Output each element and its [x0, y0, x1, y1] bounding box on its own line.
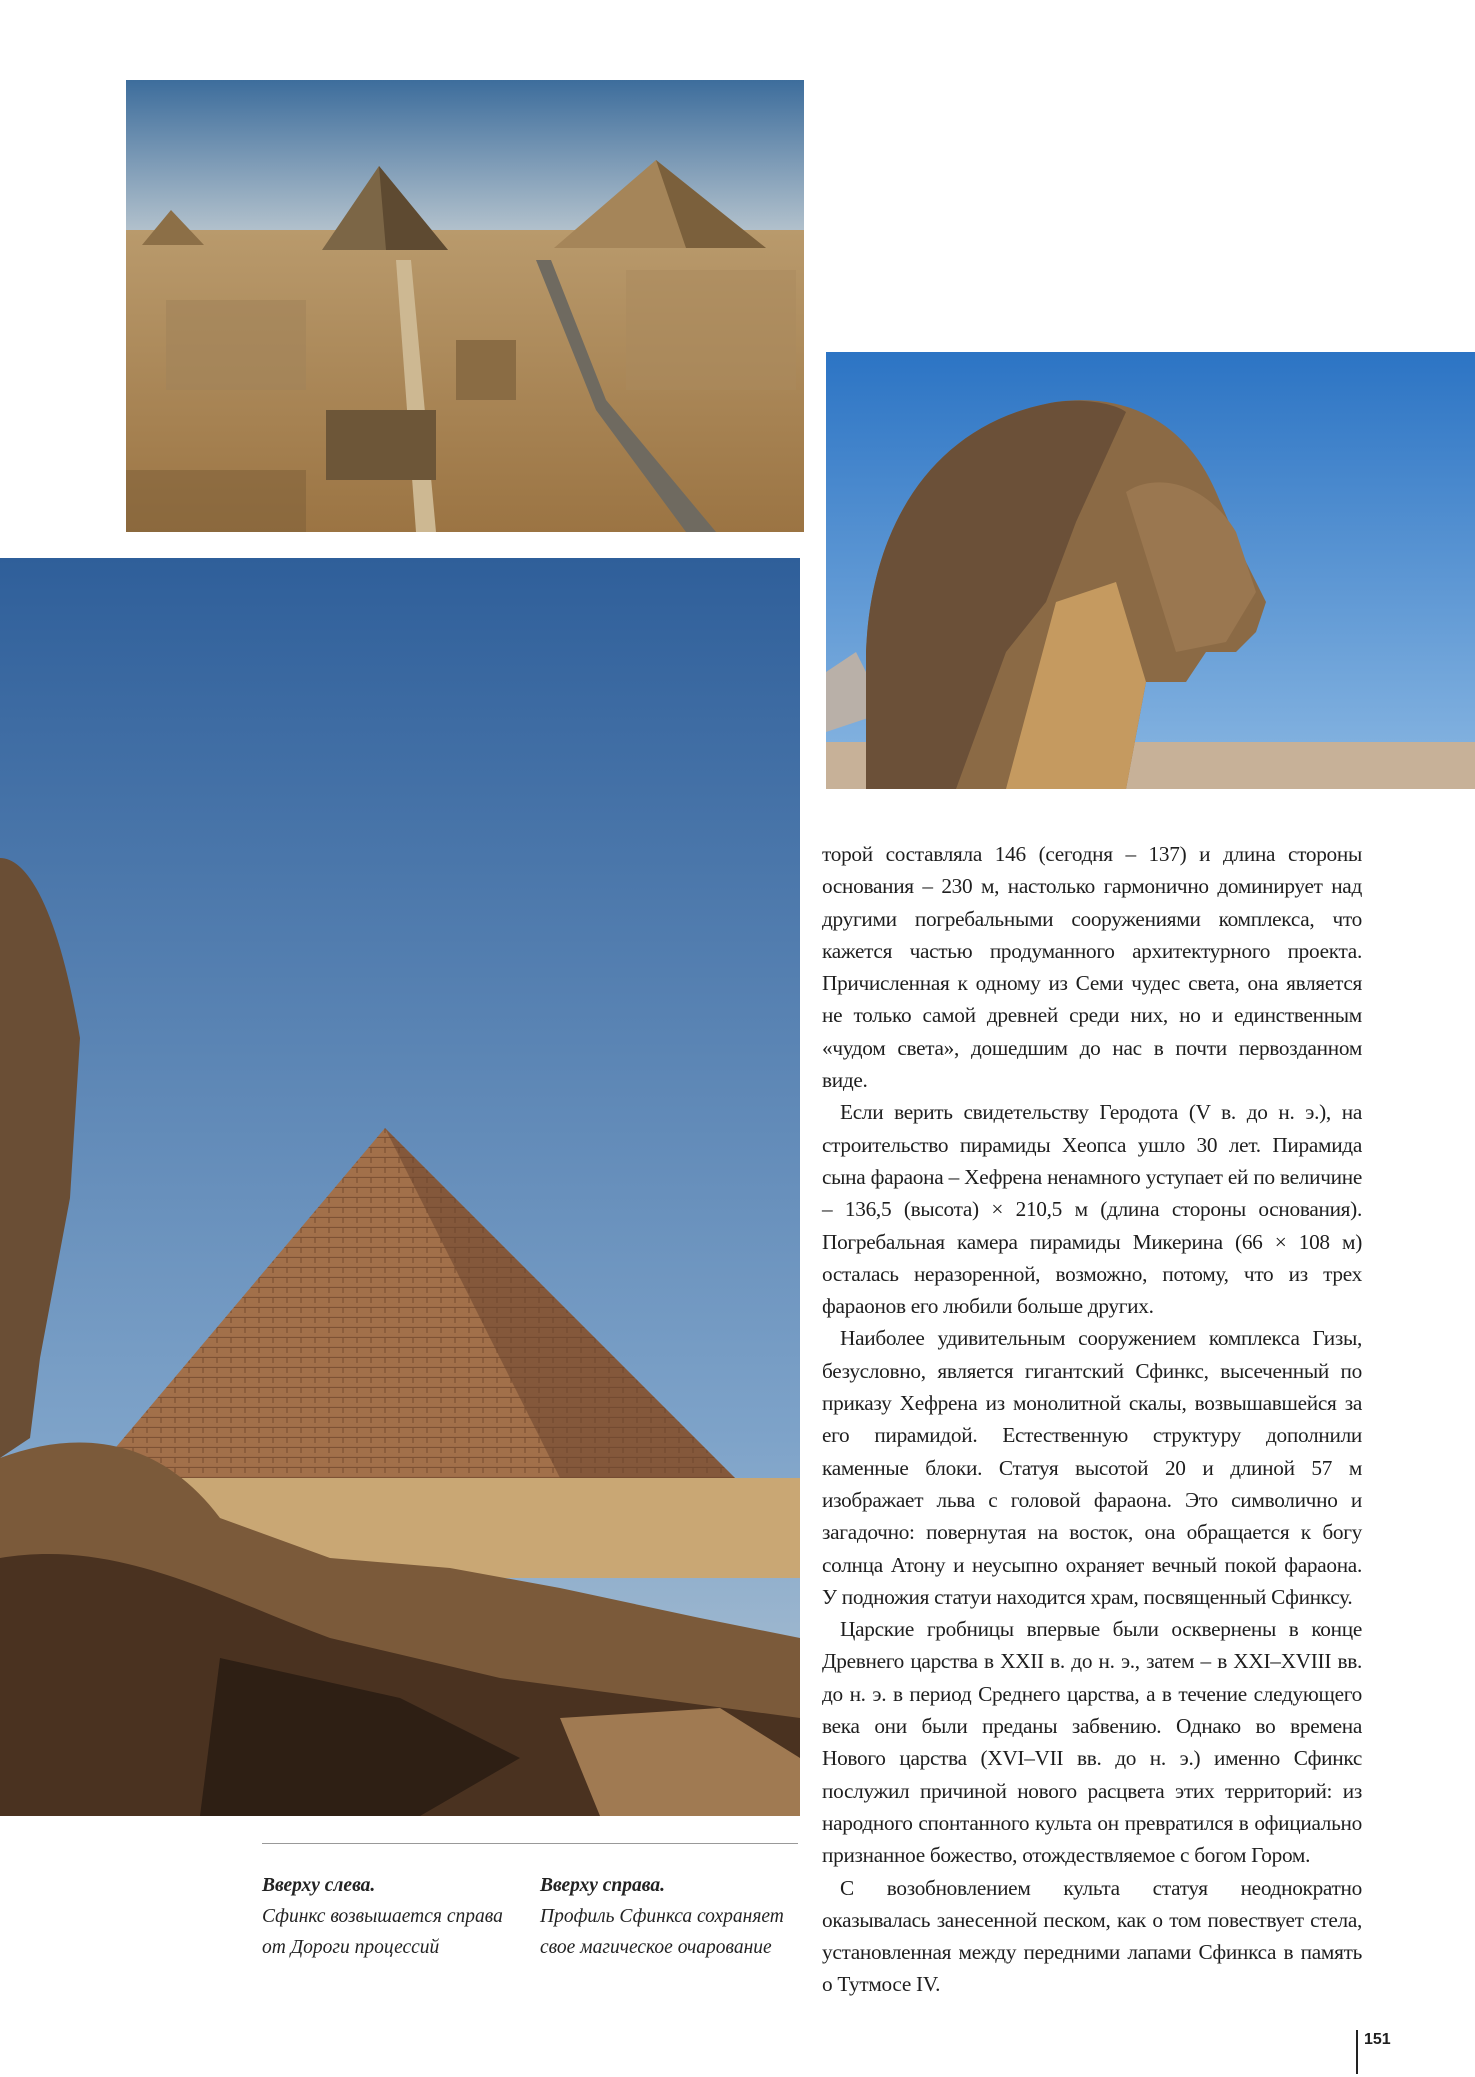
paragraph: торой составляла 146 (сегодня – 137) и длина стороны основания – 230 м, настолько гармонично доминирует над другими погребальными сооружениями комплекса, что кажется частью продуманного архитектурного проекта. Причисленная к одному из Семи чудес света, она является не только самой древней среди них, но и единственным «чудом света», дошедшим до нас в почти первозданном виде.	[822, 842, 1362, 1093]
article-body	[822, 838, 1362, 2001]
photo-pyramid-menkaure	[0, 558, 800, 1816]
caption-text: Сфинкс возвышается справа от Дороги процессий	[262, 1906, 503, 1958]
caption-title: Вверху слева.	[262, 1875, 376, 1896]
page-number: 151	[1356, 2030, 1391, 2074]
caption-title: Вверху справа.	[540, 1875, 665, 1896]
caption-top-right	[540, 1870, 785, 1963]
caption-top-left	[262, 1870, 507, 1963]
paragraph: С возобновлением культа статуя неоднократно оказывалась занесенной песком, как о том повествует стела, установленная между передними лапами Сфинкса в память о Тутмосе IV.	[822, 1875, 1362, 1997]
photo-aerial-giza	[126, 80, 804, 532]
caption-divider	[262, 1843, 798, 1844]
caption-text: Профиль Сфинкса сохраняет свое магическое очарование	[540, 1906, 784, 1958]
paragraph: Если верить свидетельству Геродота (V в. до н. э.), на строительство пирамиды Хеопса ушло 30 лет. Пирамида сына фараона – Хефрена ненамного уступает ей по величине – 136,5 (высота) × 210,5 м (длина стороны основания). Погребальная камера пирамиды Микерина (66 × 108 м) осталась неразоренной, возможно, потому, что из трех фараонов его любили больше других.	[822, 1100, 1362, 1319]
paragraph: Царские гробницы впервые были осквернены в конце Древнего царства в XXII в. до н. э., затем – в XXI–XVIII вв. до н. э. в период Среднего царства, а в течение следующего века они были преданы забвению. Однако во времена Нового царства (XVI–VII вв. до н. э.) именно Сфинкс послужил причиной нового расцвета этих территорий: из народного спонтанного культа он превратился в официально признанное божество, отождествляемое с богом Гором.	[822, 1617, 1362, 1868]
paragraph: Наиболее удивительным сооружением комплекса Гизы, безусловно, является гигантский Сфинкс, высеченный по приказу Хефрена из монолитной скалы, возвышавшейся за его пирамидой. Естественную структуру дополнили каменные блоки. Статуя высотой 20 и длиной 57 м изображает льва с головой фараона. Это символично и загадочно: повернутая на восток, она обращается к богу солнца Атону и неусыпно охраняет вечный покой фараона. У подножия статуи находится храм, посвященный Сфинксу.	[822, 1326, 1362, 1609]
photo-sphinx-profile	[826, 352, 1475, 789]
